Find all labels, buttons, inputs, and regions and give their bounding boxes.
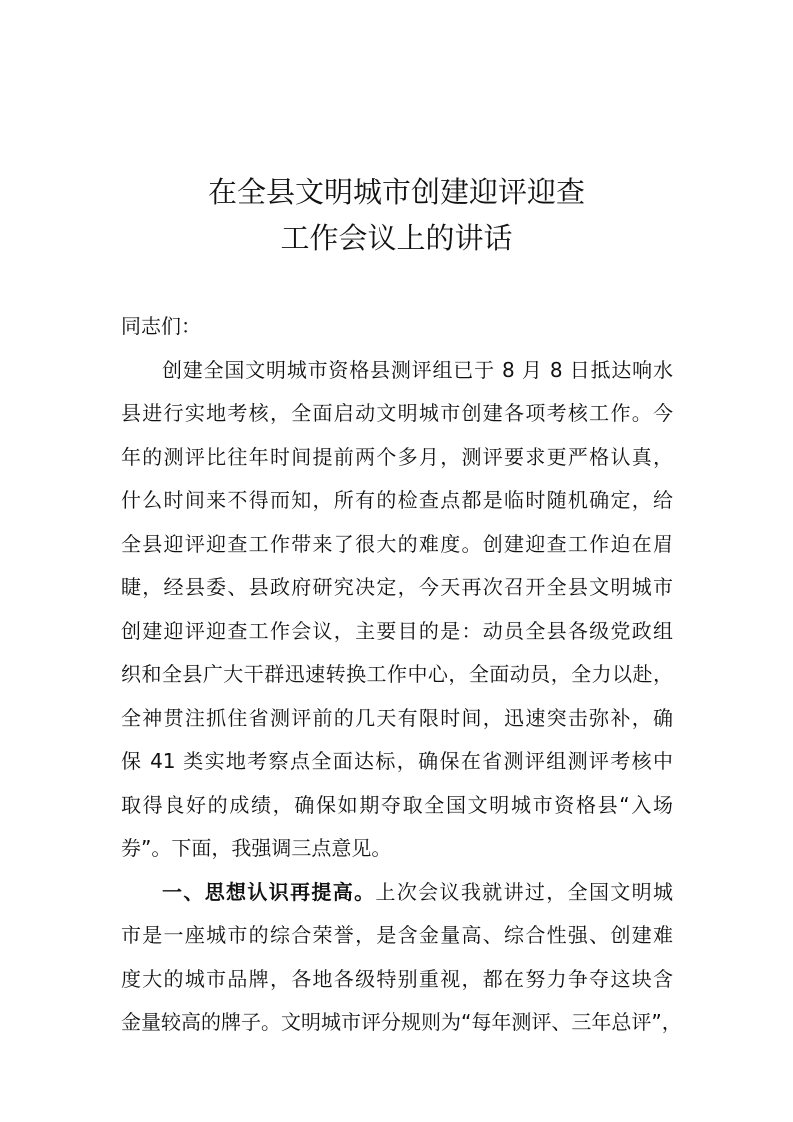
section-1-first-line-text: 上次会议我就讲过，全国文明城 bbox=[375, 880, 674, 904]
paragraph-line: 金量较高的牌子。文明城市评分规则为“每年测评、三年总评”， bbox=[121, 1010, 682, 1034]
document-title-line-2: 工作会议上的讲话 bbox=[280, 221, 513, 255]
paragraph-line: 取得良好的成绩，确保如期夺取全国文明城市资格县“入场 bbox=[121, 793, 673, 817]
paragraph-line: 县进行实地考核，全面启动文明城市创建各项考核工作。今 bbox=[121, 401, 673, 425]
paragraph-line: 券”。下面，我强调三点意见。 bbox=[121, 836, 392, 860]
paragraph-line: 保 41 类实地考察点全面达标，确保在省测评组测评考核中 bbox=[121, 749, 673, 773]
paragraph-line: 市是一座城市的综合荣誉，是含金量高、综合性强、创建难 bbox=[121, 923, 673, 947]
paragraph-line: 全神贯注抓住省测评前的几天有限时间，迅速突击弥补，确 bbox=[121, 706, 673, 730]
paragraph-line: 什么时间来不得而知，所有的检查点都是临时随机确定，给 bbox=[121, 488, 673, 512]
paragraph-line: 睫，经县委、县政府研究决定，今天再次召开全县文明城市 bbox=[121, 575, 673, 599]
section-1-first-line bbox=[162, 879, 673, 905]
paragraph-line: 度大的城市品牌，各地各级特别重视，都在努力争夺这块含 bbox=[121, 967, 673, 991]
paragraph-line: 创建迎评迎查工作会议，主要目的是：动员全县各级党政组 bbox=[121, 619, 673, 643]
paragraph-line: 年的测评比往年时间提前两个多月，测评要求更严格认真， bbox=[121, 445, 673, 469]
paragraph-line: 创建全国文明城市资格县测评组已于 8 月 8 日抵达响水 bbox=[162, 358, 673, 382]
paragraph-line: 全县迎评迎查工作带来了很大的难度。创建迎查工作迫在眉 bbox=[121, 532, 673, 556]
paragraph-line: 织和全县广大干群迅速转换工作中心，全面动员，全力以赴， bbox=[121, 662, 673, 686]
salutation: 同志们： bbox=[121, 314, 201, 338]
section-1-heading: 一、思想认识再提高。 bbox=[162, 880, 376, 904]
document-title-line-1: 在全县文明城市创建迎评迎查 bbox=[207, 175, 585, 209]
